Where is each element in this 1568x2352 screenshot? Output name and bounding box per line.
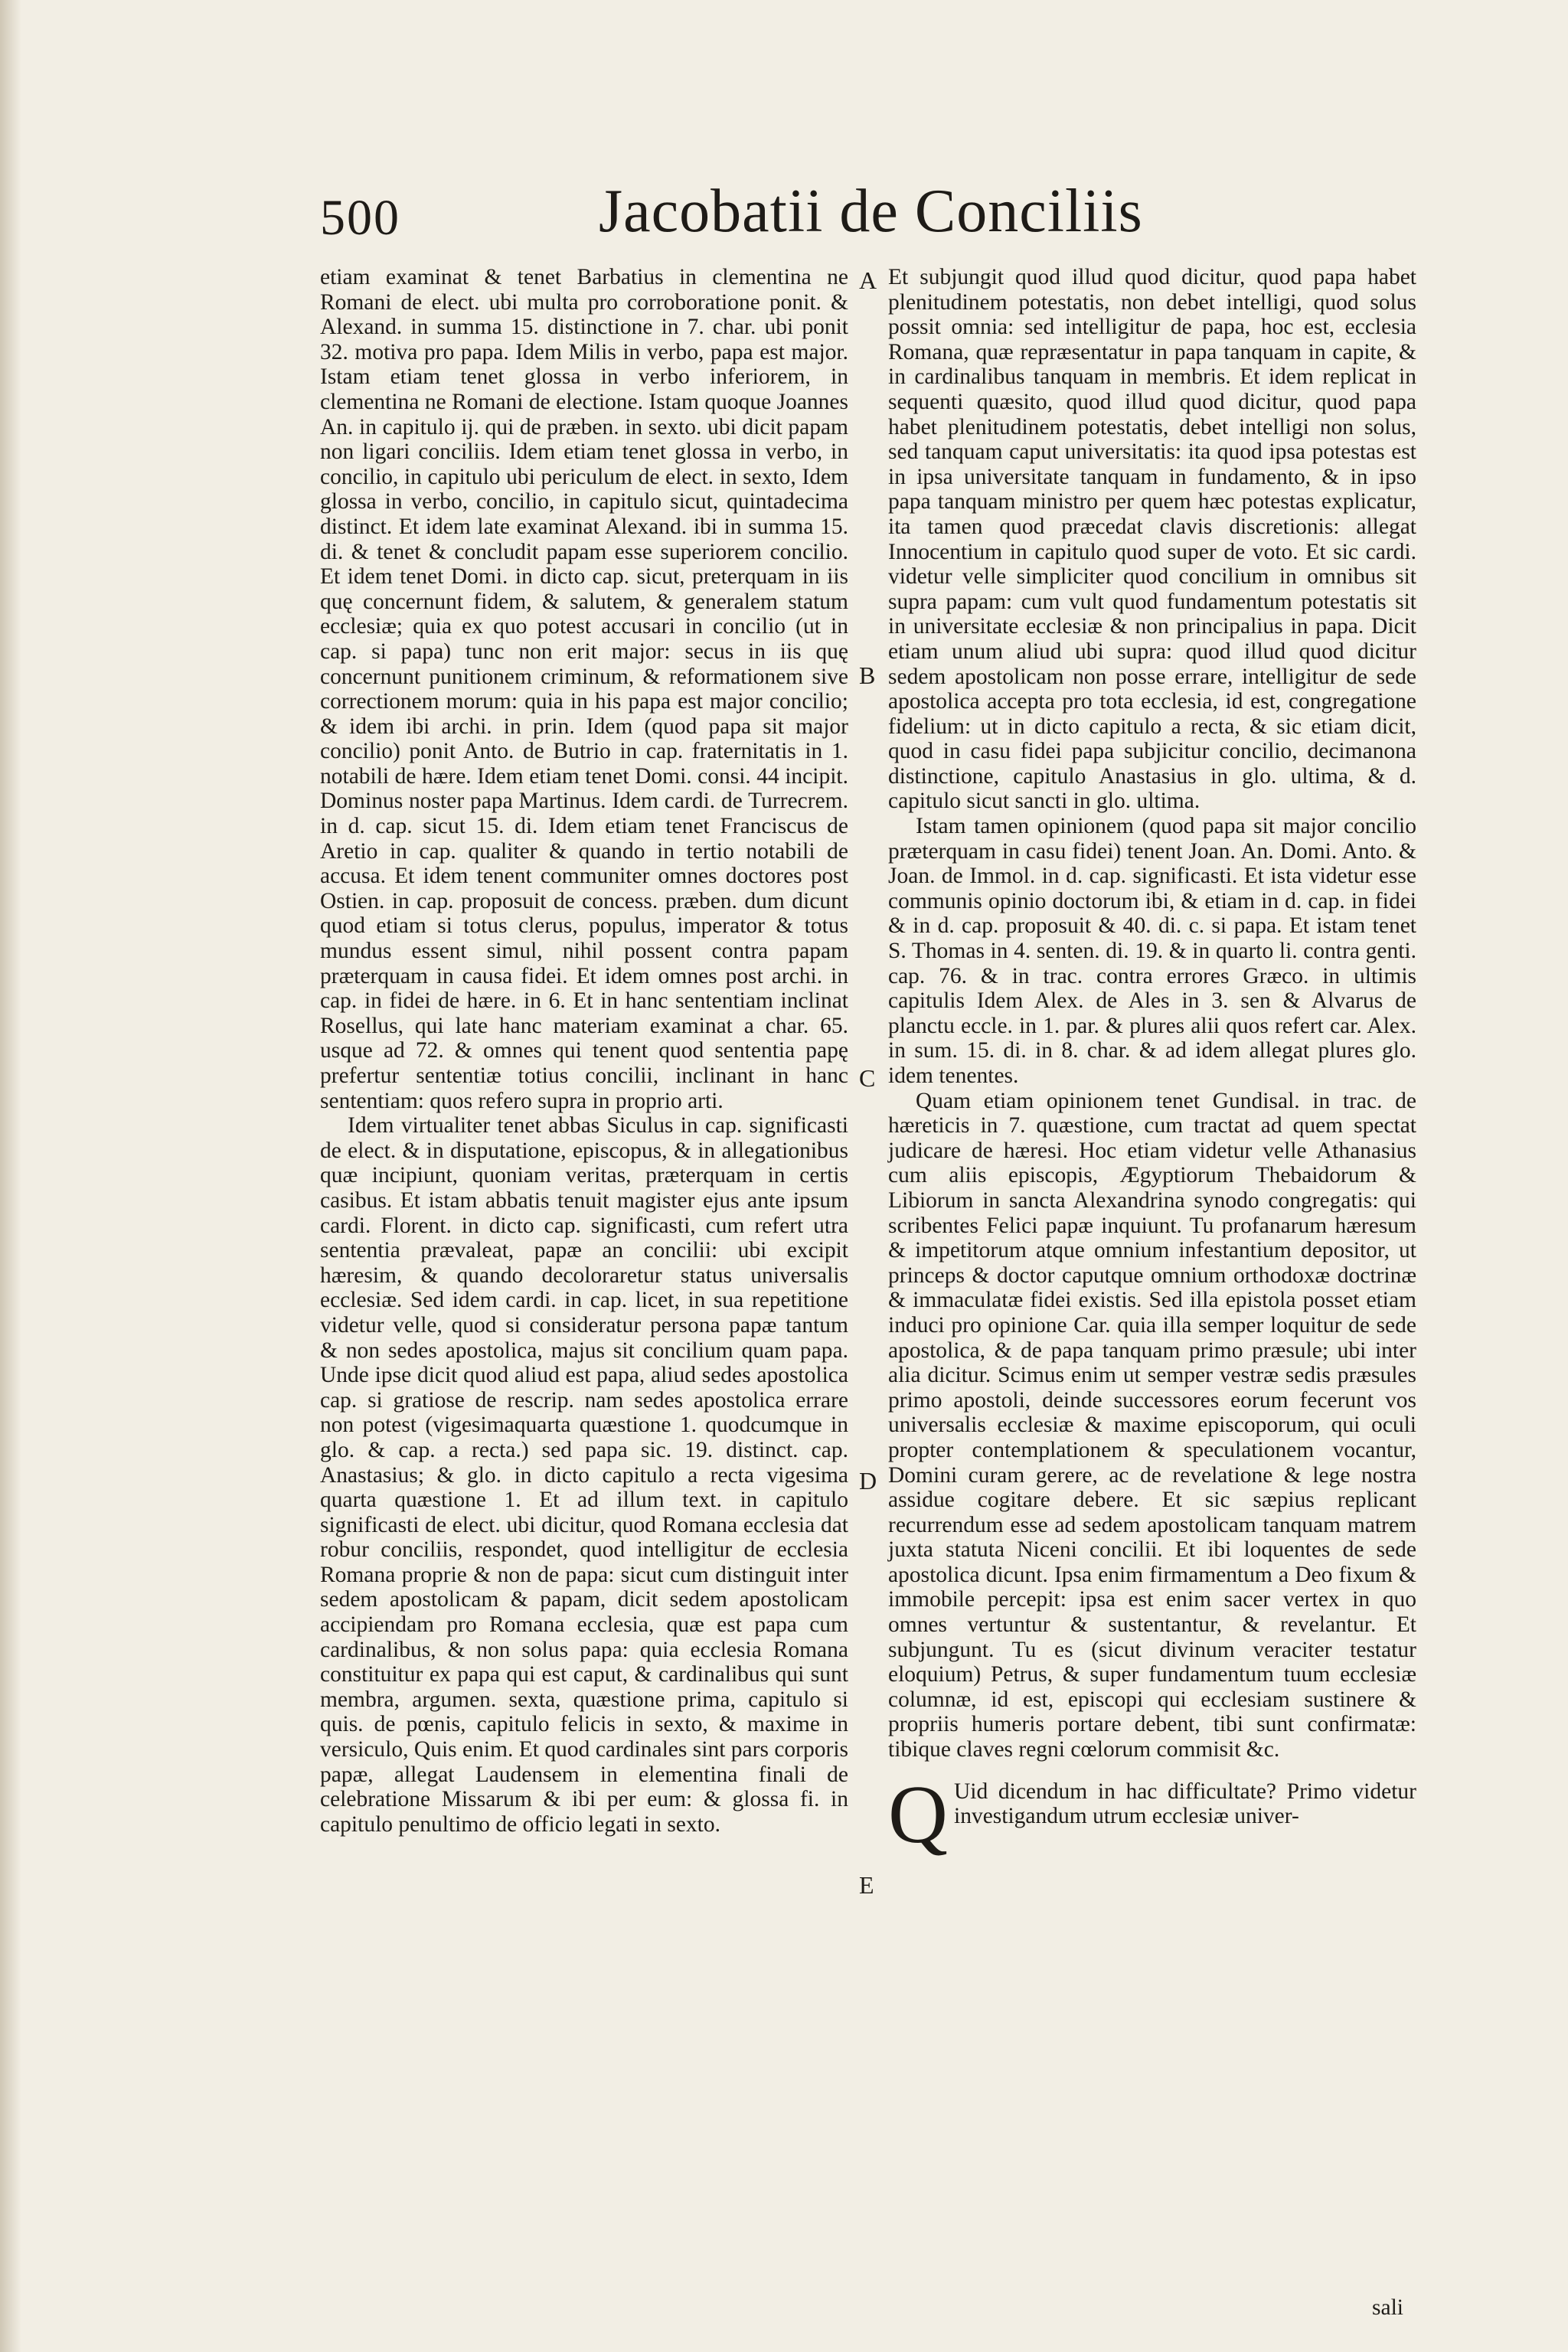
right-paragraph-4-text: Uid dicendum in hac difficultate? Primo videtur investigandum utrum ecclesiæ univer- — [954, 1779, 1416, 1829]
left-paragraph-2: Idem virtualiter tenet abbas Siculus in cap. significasti de elect. & in disputatione, episcopus, & in allegationibus quæ incipiunt, quoniam veritas, præterquam in certis casibus. Et istam abbatis tenuit magister ejus ante ipsum cardi. Florent. in dicto cap. significasti, cum refert utra sententia prævaleat, papæ an concilii: ubi excipit hæresim, & quando decoloraretur status universalis ecclesiæ. Sed idem cardi. in cap. licet, in sua repetitione videtur velle, quod si consideratur persona papæ tantum & non sedes apostolica, majus sit concilium quam papa. Unde ipse dicit quod aliud est papa, aliud sedes apostolica cap. si gratiose de rescrip. nam sedes apostolica errare non potest (vigesimaquarta quæstione 1. quodcumque in glo. & cap. a recta.) sed papa sic. 19. distinct. cap. Anastasius; & glo. in dicto capitulo a recta vigesima quarta quæstione 1. Et ad illum text. in capitulo significasti de elect. ubi dicitur, quod Romana ecclesia dat robur conciliis, respondet, quod intelligitur de ecclesia Romana proprie & non de papa: sicut cum distinguit inter sedem apostolicam & papam, dicit sedem apostolicam accipiendam pro Romana ecclesia, quæ est papa cum cardinalibus, & non solus papa: quia ecclesia Romana constituitur ex papa qui est caput, & cardinalibus qui sunt membra, argumen. sexta, quæstione prima, capitulo si quis. de pœnis, capitulo felicis in sexto, & maxime in versiculo, Quis enim. Et quod cardinales sint pars corporis papæ, allegat Laudensem in elementina finali de celebratione Missarum & ibi per eum: & glossa fi. in capitulo penultimo de officio legati in sexto. — [320, 1113, 848, 1837]
running-title: Jacobatii de Conciliis — [599, 178, 1143, 245]
margin-letter-b: B — [859, 662, 876, 689]
catchword: sali — [1372, 2295, 1403, 2320]
gutter-shadow — [0, 0, 21, 2352]
margin-letter-c: C — [859, 1064, 876, 1092]
drop-cap: Q — [888, 1769, 948, 1860]
left-paragraph-1: etiam examinat & tenet Barbatius in clementina ne Romani de elect. ubi multa pro corroboratione ponit. & Alexand. in summa 15. distinctione in 7. char. ubi ponit 32. motiva pro papa. Idem Milis in verbo, papa est major. Istam etiam tenet glossa in verbo inferiorem, in clementina ne Romani de electione. Istam quoque Joannes An. in capitulo ij. qui de præben. in sexto. ubi dicit papam non ligari conciliis. Idem etiam tenet glossa in verbo, in concilio, in capitulo ubi periculum de elect. in sexto, Idem glossa in verbo, concilio, in capitulo sicut, quintadecima distinct. Et idem late examinat Alexand. ibi in summa 15. di. & tenet & concludit papam esse superiorem concilio. Et idem tenet Domi. in dicto cap. sicut, preterquam in iis quę concernunt fidem, & salutem, & generalem statum ecclesiæ; quia ex quo potest accusari in concilio (ut in cap. si papa) tunc non erit major: secus in iis quę concernunt punitionem criminum, & reformationem sive correctionem morum: quia in his papa est major concilio; & idem ibi archi. in prin. Idem (quod papa sit major concilio) ponit Anto. de Butrio in cap. fraternitatis in 1. notabili de hære. Idem etiam tenet Domi. consi. 44 incipit. Dominus noster papa Martinus. Idem cardi. de Turrecrem. in d. cap. sicut 15. di. Idem etiam tenet Franciscus de Aretio in cap. qualiter & quando in tertio notabili de accusa. Et idem tenent communiter omnes doctores post Ostien. in cap. proposuit de concess. præben. dum dicunt quod etiam si totus clerus, populus, imperator & totus mundus essent simul, nihil possent contra papam præterquam in causa fidei. Et idem omnes post archi. in cap. in fidei de hære. in 6. Et in hanc sententiam inclinat Rosellus, qui late hanc materiam examinat a char. 65. usque ad 72. & omnes qui tenent quod sententia papę prefertur sententiæ totius concilii, inclinant in hanc sententiam: quos refero supra in proprio arti. — [320, 265, 848, 1113]
right-column — [888, 265, 1416, 1860]
margin-letter-a: A — [859, 266, 877, 294]
left-column — [320, 265, 848, 1837]
page-number: 500 — [320, 190, 400, 246]
right-paragraph-4 — [888, 1769, 1416, 1860]
right-paragraph-2: Istam tamen opinionem (quod papa sit major concilio præterquam in casu fidei) tenent Joan. An. Domi. Anto. & Joan. de Immol. in d. cap. significasti. Et ista videtur esse communis opinio doctorum ibi, & etiam in d. cap. in fidei & in d. cap. proposuit & 40. di. c. si papa. Et istam tenet S. Thomas in 4. senten. di. 19. & in quarto li. contra genti. cap. 76. & in trac. contra errores Græco. in ultimis capitulis Idem Alex. de Ales in 3. sen & Alvarus de planctu eccle. in 1. par. & plures alii quos refert car. Alex. in sum. 15. di. in 8. char. & ad idem allegat plures glo. idem tenentes. — [888, 814, 1416, 1088]
right-paragraph-3: Quam etiam opinionem tenet Gundisal. in trac. de hæreticis in 7. quæstione, cum tractat ad quem spectat judicare de hæresi. Hoc etiam videtur velle Athanasius cum aliis episcopis, Ægyptiorum Thebaidorum & Libiorum in sancta Alexandrina synodo congregatis: qui scribentes Felici papæ inquiunt. Tu profanarum hæresum & impetitorum atque omnium infestantium depositor, ut princeps & doctor caputque omnium orthodoxæ doctrinæ & immaculatæ fidei existis. Sed illa epistola posset etiam induci pro opinione Car. quia illa semper loquitur de sede apostolica, & de papa tanquam primo præsule; ubi inter alia dicitur. Scimus enim ut semper vestræ sedis præsules primo apostoli, deinde successores eorum fecerunt vos universalis ecclesiæ & maxime episcoporum, qui oculi propter contemplationem & speculationem vocantur, Domini curam gerere, ac de revelatione & lege nostra assidue cogitare debere. Et sic sæpius replicant recurrendum esse ad sedem apostolicam tanquam matrem juxta statuta Niceni concilii. Et ibi loquentes de sede apostolica dicunt. Ipsa enim firmamentum a Deo fixum & immobile percepit: ipsa est enim sacer vertex in quo omnes vertuntur & sustentantur, & revelantur. Et subjungunt. Tu es (sicut divinum veraciter testatur eloquium) Petrus, & super fundamentum tuum ecclesiæ columnæ, id est, episcopi qui ecclesiam sustinere & propriis humeris portare debent, tibi sunt confirmatæ: tibique claves regni cœlorum commisit &c. — [888, 1088, 1416, 1762]
margin-letter-e: E — [859, 1871, 874, 1899]
right-paragraph-1: Et subjungit quod illud quod dicitur, quod papa habet plenitudinem potestatis, non debet intelligi, quod solus possit omnia: sed intelligitur de papa, hoc est, ecclesia Romana, quæ repræsentatur in papa tanquam in capite, & in cardinalibus tanquam in membris. Et idem replicat in sequenti quæsito, quod illud quod dicitur, quod papa habet plenitudinem potestatis, debet intelligi non solus, sed tanquam caput universitatis: ita quod ipsa potestas est in ipsa universitate tanquam in fundamento, & in ipso papa tanquam ministro per quem hæc potestas explicatur, ita tamen quod præcedat clavis discretionis: allegat Innocentium in capitulo quod super de voto. Et sic cardi. videtur velle simpliciter quod concilium in omnibus sit supra papam: cum vult quod fundamentum potestatis sit in universitate ecclesiæ & non principalius in papa. Dicit etiam unum aliud ubi supra: quod illud quod dicitur sedem apostolicam non posse errare, intelligitur de sede apostolica accepta pro tota ecclesia, id est, congregatione fidelium: ut in dicto capitulo a recta, & sic etiam dicit, quod in casu fidei papa subjicitur concilio, decimanona distinctione, capitulo Anastasius in glo. ultima, & d. capitulo sicut sancti in glo. ultima. — [888, 265, 1416, 814]
margin-letter-d: D — [859, 1467, 877, 1494]
